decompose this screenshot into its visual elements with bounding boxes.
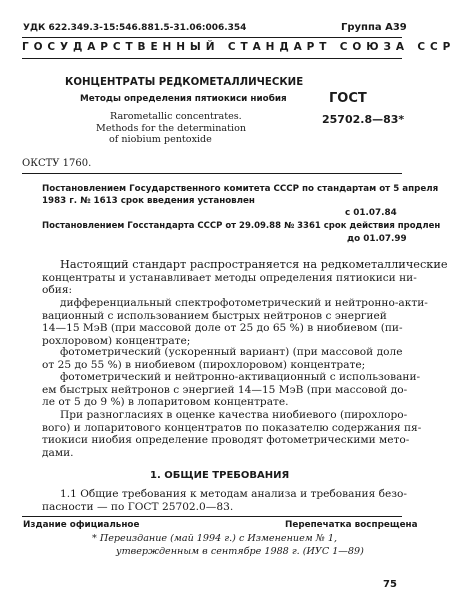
text-line: концентраты и устанавливает методы определения пятиокиси ни- (42, 271, 417, 284)
text-line: дифференциальный спектрофотометрический и нейтронно-акти- (60, 297, 428, 309)
text-line: пасности — по ГОСТ 25702.0—83. (42, 500, 234, 513)
paragraph-disagreement (42, 409, 422, 459)
decree-first-line: 1983 г. № 1613 срок введения установлен (42, 196, 255, 206)
edition-official: Издание официальное (23, 520, 140, 530)
group-code: Группа А39 (341, 22, 407, 33)
text-line: При разногласиях в оценке качества ниобиевого (пирохлоро- (60, 409, 408, 421)
text-line: ем быстрых нейтронов с энергией 14—15 МэВ (при массовой до- (42, 383, 408, 396)
text-line: вационный с использованием быстрых нейтронов с энергией (42, 309, 387, 322)
paragraph-method-2 (42, 346, 403, 371)
paragraph-method-3 (42, 371, 421, 409)
separator-rule (22, 173, 402, 174)
title-ru-main: КОНЦЕНТРАТЫ РЕДКОМЕТАЛЛИЧЕСКИЕ (65, 77, 304, 88)
text-line: обия: (42, 284, 73, 297)
header-rule-top (22, 37, 402, 38)
text-line: фотометрический (ускоренный вариант) (при массовой доле (60, 346, 403, 358)
decree-first-line: Постановлением Государственного комитета СССР по стандартам от 5 апреля (42, 184, 439, 194)
page-number: 75 (383, 579, 397, 590)
title-en (88, 111, 308, 146)
standard-org-title: ГОСУДАРСТВЕННЫЙ СТАНДАРТ СОЮЗА ССР (22, 41, 455, 53)
title-en-line: Methods for the determination (96, 122, 247, 134)
title-en-line: Rarometallic concentrates. (110, 111, 242, 122)
text-line: ле от 5 до 9 %) в лопаритовом концентрате. (42, 396, 289, 409)
text-line: дами. (42, 446, 74, 459)
udk-code: УДК 622.349.3-15:546.881.5-31.06:006.354 (23, 23, 247, 33)
gost-number: 25702.8—83* (322, 113, 405, 126)
paragraph-intro (42, 258, 448, 297)
paragraph-method-1 (42, 297, 428, 347)
text-line: вого) и лопаритового концентратов по показателю содержания пя- (42, 421, 422, 434)
gost-label: ГОСТ (329, 91, 367, 106)
text-line: Настоящий стандарт распространяется на редкометаллические (60, 258, 448, 271)
paragraph-section-1-1 (42, 488, 408, 513)
title-ru-sub: Методы определения пятиокиси ниобия (80, 94, 287, 104)
text-line: от 25 до 55 %) в ниобиевом (пирохлоровом) концентрате; (42, 358, 366, 371)
decree-second-date: до 01.07.99 (347, 234, 407, 244)
reissue-note-line: * Переиздание (май 1994 г.) с Изменением № 1, (92, 533, 338, 544)
title-en-line: of niobium pentoxide (109, 134, 212, 145)
okstu-code: ОКСТУ 1760. (22, 158, 92, 169)
text-line: 1.1 Общие требования к методам анализа и требования безо- (60, 488, 408, 500)
reprint-prohibited: Перепечатка воспрещена (285, 520, 418, 530)
footer-rule (22, 516, 402, 517)
decree-second: Постановлением Госстандарта СССР от 29.09.88 № 3361 срок действия продлен (42, 221, 441, 231)
reissue-note-line: утвержденным в сентябре 1988 г. (ИУС 1—89) (116, 546, 364, 557)
section-heading: 1. ОБЩИЕ ТРЕБОВАНИЯ (150, 470, 290, 481)
header-rule-bottom (22, 58, 402, 59)
text-line: 14—15 МэВ (при массовой доле от 25 до 65 %) в ниобиевом (пи- (42, 322, 403, 335)
text-line: рохлоровом) концентрате; (42, 334, 191, 347)
decree-first-date: с 01.07.84 (345, 208, 397, 218)
text-line: тиокиси ниобия определение проводят фотометрическими мето- (42, 434, 410, 447)
text-line: фотометрический и нейтронно-активационный с использовани- (60, 371, 421, 383)
decree-first (42, 183, 438, 207)
